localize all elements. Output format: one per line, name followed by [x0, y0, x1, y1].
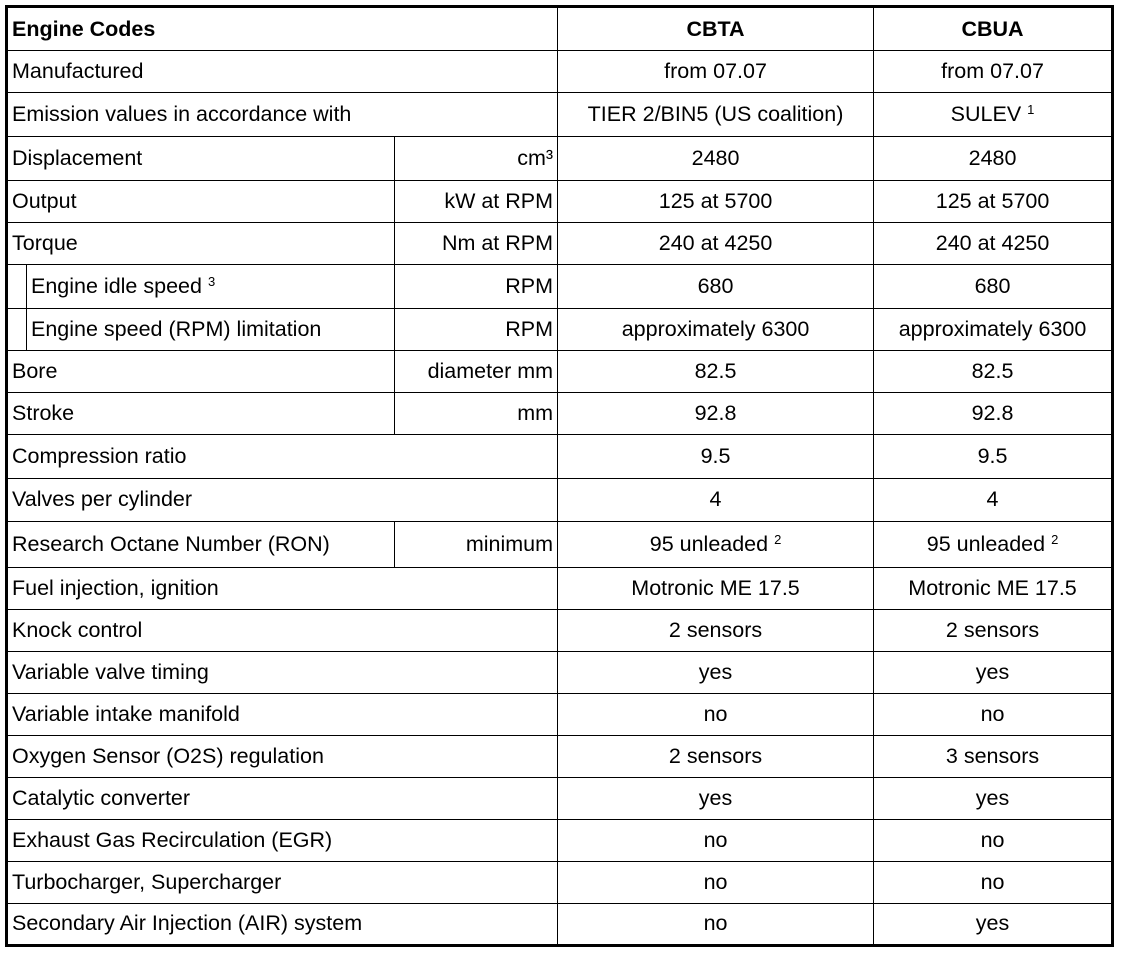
cbta-value: 2 sensors — [558, 735, 874, 777]
cbua-value: 2480 — [874, 137, 1113, 181]
header-row — [7, 7, 1113, 51]
cbta-value: TIER 2/BIN5 (US coalition) — [558, 93, 874, 137]
row-turbocharger-supercharger — [7, 861, 1113, 903]
row-manufactured — [7, 51, 1113, 93]
row-knock-control — [7, 609, 1113, 651]
cbta-value: no — [558, 903, 874, 945]
row-label: Manufactured — [7, 51, 558, 93]
row-displacement — [7, 137, 1113, 181]
row-unit: RPM — [395, 265, 558, 309]
row-torque — [7, 223, 1113, 265]
cbta-value: approximately 6300 — [558, 309, 874, 351]
row-label: Emission values in accordance with — [7, 93, 558, 137]
row-label: Variable valve timing — [7, 651, 558, 693]
cbua-value: 680 — [874, 265, 1113, 309]
cbua-value: Motronic ME 17.5 — [874, 567, 1113, 609]
cbua-value: no — [874, 861, 1113, 903]
cbua-value: 3 sensors — [874, 735, 1113, 777]
engine-specifications-table — [5, 5, 1114, 947]
row-output — [7, 181, 1113, 223]
row-engine-idle-speed — [7, 265, 1113, 309]
row-label: Engine speed (RPM) limitation — [27, 309, 395, 351]
cbua-value: 92.8 — [874, 393, 1113, 435]
row-compression-ratio — [7, 435, 1113, 479]
cbta-value — [558, 521, 874, 567]
row-label-text: Engine idle speed — [31, 274, 202, 299]
cbta-value: Motronic ME 17.5 — [558, 567, 874, 609]
row-label: Oxygen Sensor (O2S) regulation — [7, 735, 558, 777]
row-secondary-air-injection — [7, 903, 1113, 945]
cbta-value: 4 — [558, 479, 874, 521]
indent-cell — [7, 309, 27, 351]
cbta-value: yes — [558, 777, 874, 819]
row-unit: mm — [395, 393, 558, 435]
cbua-value: 82.5 — [874, 351, 1113, 393]
cbta-value-text: 95 unleaded — [649, 531, 769, 556]
cbta-value: 125 at 5700 — [558, 181, 874, 223]
cbta-value: 82.5 — [558, 351, 874, 393]
row-exhaust-gas-recirculation — [7, 819, 1113, 861]
cbua-value: approximately 6300 — [874, 309, 1113, 351]
cbua-value: yes — [874, 777, 1113, 819]
cbua-value: 9.5 — [874, 435, 1113, 479]
row-label: Research Octane Number (RON) — [7, 521, 395, 567]
cbta-value: 9.5 — [558, 435, 874, 479]
row-label: Knock control — [7, 609, 558, 651]
row-rpm-limitation — [7, 309, 1113, 351]
row-label: Displacement — [7, 137, 395, 181]
row-label: Valves per cylinder — [7, 479, 558, 521]
cbua-value: yes — [874, 651, 1113, 693]
cbta-value: no — [558, 819, 874, 861]
row-fuel-injection — [7, 567, 1113, 609]
row-label: Fuel injection, ignition — [7, 567, 558, 609]
row-label: Variable intake manifold — [7, 693, 558, 735]
footnote-1: 1 — [1027, 102, 1035, 118]
row-variable-valve-timing — [7, 651, 1113, 693]
row-label: Catalytic converter — [7, 777, 558, 819]
cbta-value: yes — [558, 651, 874, 693]
header-cbta: CBTA — [558, 7, 874, 51]
cbua-value — [874, 521, 1113, 567]
indent-cell — [7, 265, 27, 309]
cbua-value: no — [874, 693, 1113, 735]
row-unit: RPM — [395, 309, 558, 351]
row-label: Compression ratio — [7, 435, 558, 479]
row-bore — [7, 351, 1113, 393]
row-label: Secondary Air Injection (AIR) system — [7, 903, 558, 945]
row-oxygen-sensor-regulation — [7, 735, 1113, 777]
cbua-value: 2 sensors — [874, 609, 1113, 651]
cbta-value: 92.8 — [558, 393, 874, 435]
row-label: Turbocharger, Supercharger — [7, 861, 558, 903]
cbua-value: yes — [874, 903, 1113, 945]
header-engine-codes: Engine Codes — [7, 7, 558, 51]
row-unit: kW at RPM — [395, 181, 558, 223]
cbta-value: no — [558, 861, 874, 903]
row-label: Bore — [7, 351, 395, 393]
row-catalytic-converter — [7, 777, 1113, 819]
cbua-value-text: 95 unleaded — [926, 531, 1046, 556]
row-label: Exhaust Gas Recirculation (EGR) — [7, 819, 558, 861]
row-label: Output — [7, 181, 395, 223]
row-unit: minimum — [395, 521, 558, 567]
row-variable-intake-manifold — [7, 693, 1113, 735]
cbta-value: no — [558, 693, 874, 735]
cbta-value: 240 at 4250 — [558, 223, 874, 265]
cbua-value: 125 at 5700 — [874, 181, 1113, 223]
cbua-value-text: SULEV — [950, 102, 1022, 127]
row-unit: diameter mm — [395, 351, 558, 393]
cbta-value: from 07.07 — [558, 51, 874, 93]
cbua-value: no — [874, 819, 1113, 861]
cbta-value: 2 sensors — [558, 609, 874, 651]
header-cbua: CBUA — [874, 7, 1113, 51]
cbua-value — [874, 93, 1113, 137]
row-emission-values — [7, 93, 1113, 137]
row-unit: cm³ — [395, 137, 558, 181]
footnote-3: 3 — [207, 274, 216, 290]
row-research-octane-number — [7, 521, 1113, 567]
footnote-2: 2 — [774, 531, 782, 547]
cbta-value: 680 — [558, 265, 874, 309]
cbua-value: 240 at 4250 — [874, 223, 1113, 265]
cbua-value: 4 — [874, 479, 1113, 521]
cbua-value: from 07.07 — [874, 51, 1113, 93]
row-unit: Nm at RPM — [395, 223, 558, 265]
footnote-2: 2 — [1051, 531, 1059, 547]
cbta-value: 2480 — [558, 137, 874, 181]
row-label: Torque — [7, 223, 395, 265]
row-valves-per-cylinder — [7, 479, 1113, 521]
row-stroke — [7, 393, 1113, 435]
row-label: Stroke — [7, 393, 395, 435]
row-label — [27, 265, 395, 309]
